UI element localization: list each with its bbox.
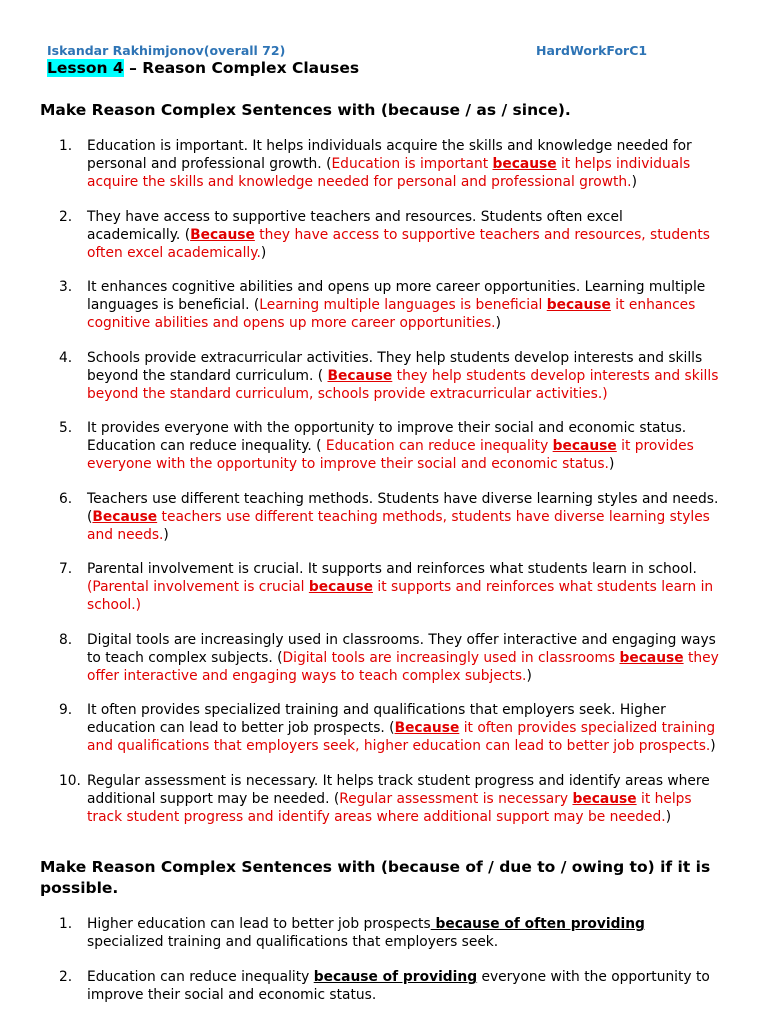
answer-post: specialized training and qualifications that employers seek. [87, 934, 499, 950]
list-item [59, 701, 719, 755]
item-number: 1. [59, 916, 73, 932]
answer-keyword: because [492, 156, 557, 172]
section-2-title: Make Reason Complex Sentences with (because of / due to / owing to) if it is possible. [40, 858, 711, 897]
answer-pre: Education is important [331, 156, 493, 172]
list-item [59, 968, 719, 1004]
close-paren: ) [665, 809, 672, 825]
item-text [87, 137, 719, 191]
item-number: 1. [59, 138, 73, 154]
list-item [59, 137, 719, 191]
answer-keyword: because [546, 297, 611, 313]
answer-keyword: Because [92, 509, 158, 525]
prompt-text: It often provides specialized training and qualifications that employers seek. Higher education can lead to better job prospects. [87, 702, 666, 736]
prompt-text: Digital tools are increasingly used in classrooms. They offer interactive and engaging ways to teach complex subjects. [87, 632, 716, 666]
close-paren: ) [710, 738, 716, 754]
answer-post: teachers use different teaching methods, students have diverse learning styles and needs. [87, 509, 710, 543]
list-item [59, 349, 719, 403]
close-paren: ) [631, 174, 637, 190]
prompt-text: They have access to supportive teachers and resources. Students often excel academically. [87, 209, 623, 243]
answer-pre: (Parental involvement is crucial [87, 579, 309, 595]
item-text [87, 631, 719, 685]
list-item [59, 631, 719, 685]
lesson-title: – Reason Complex Clauses [123, 59, 360, 77]
item-number: 8. [59, 632, 73, 648]
item-text [87, 490, 719, 544]
answer-post: it helps individuals acquire the skills and knowledge needed for personal and professional growth. [87, 156, 691, 190]
open-paren: ( [317, 368, 328, 384]
prompt-text: Regular assessment is necessary. It helps track student progress and identify areas where additional support may be needed. [87, 773, 710, 807]
answer-post: it supports and reinforces what students learn in school.) [87, 579, 714, 613]
item-number: 9. [59, 702, 73, 718]
answer-keyword: because [619, 650, 684, 666]
answer-keyword: because of providing [313, 969, 478, 985]
lesson-label: Lesson 4 [47, 59, 124, 77]
item-text [87, 419, 719, 473]
item-text [87, 208, 719, 262]
answer-post: it helps track student progress and identify areas where additional support may be needed. [87, 791, 692, 825]
answer-keyword: because [552, 438, 617, 454]
item-text [87, 772, 719, 826]
open-paren: ( [253, 297, 260, 313]
close-paren: ) [608, 456, 615, 472]
close-paren: ) [526, 668, 532, 684]
author-name: Iskandar Rakhimjonov(overall 72) [47, 43, 286, 58]
list-item [59, 419, 719, 473]
open-paren: ( [389, 720, 395, 736]
item-number: 2. [59, 969, 73, 985]
answer-keyword: Because [190, 227, 255, 243]
item-text [87, 560, 719, 614]
item-text [87, 701, 719, 755]
prompt-text: It enhances cognitive abilities and opens up more career opportunities. Learning multiple languages is beneficial. [87, 279, 706, 313]
item-text [87, 968, 719, 1004]
open-paren: ( [277, 650, 283, 666]
answer-post: it provides everyone with the opportunity to improve their social and economic status. [87, 438, 694, 472]
answer-keyword: because [308, 579, 373, 595]
answer-post: it enhances cognitive abilities and opens up more career opportunities. [87, 297, 696, 331]
close-paren: ) [260, 245, 267, 261]
answer-keyword: Because [327, 368, 393, 384]
item-text [87, 278, 719, 332]
section-1-title: Make Reason Complex Sentences with (because / as / since). [40, 101, 571, 119]
item-text [87, 915, 719, 951]
open-paren: ( [184, 227, 191, 243]
item-number: 4. [59, 350, 73, 366]
list-item [59, 208, 719, 262]
list-item [59, 278, 719, 332]
answer-post: they help students develop interests and skills beyond the standard curriculum, schools provide extracurricular activities.) [87, 368, 719, 402]
answer-pre: Regular assessment is necessary [339, 791, 573, 807]
open-paren: ( [326, 156, 332, 172]
answer-pre: Learning multiple languages is beneficial [259, 297, 547, 313]
answer-pre: Education can reduce inequality [87, 969, 314, 985]
answer-post: everyone with the opportunity to improve their social and economic status. [87, 969, 710, 1003]
answer-keyword: because [572, 791, 637, 807]
close-paren: ) [495, 315, 501, 331]
answer-pre: Education can reduce inequality [325, 438, 553, 454]
answer-post: they offer interactive and engaging ways to teach complex subjects. [87, 650, 719, 684]
close-paren: ) [163, 527, 169, 543]
answer-post: they have access to supportive teachers and resources, students often excel academically. [87, 227, 710, 261]
prompt-text: Schools provide extracurricular activities. They help students develop interests and skills beyond the standard curriculum. [87, 350, 703, 384]
item-number: 6. [59, 491, 73, 507]
open-paren: ( [316, 438, 326, 454]
answer-pre: Digital tools are increasingly used in classrooms [282, 650, 620, 666]
item-number: 5. [59, 420, 73, 436]
open-paren: ( [333, 791, 340, 807]
answer-keyword: because of often providing [430, 916, 645, 932]
prompt-text: Education is important. It helps individuals acquire the skills and knowledge needed for personal and professional growth. [87, 138, 692, 172]
answer-post: it often provides specialized training and qualifications that employers seek, higher education can lead to better job prospects. [87, 720, 716, 754]
item-number: 10. [59, 773, 81, 789]
list-item [59, 915, 719, 951]
prompt-text: Teachers use different teaching methods. Students have diverse learning styles and needs. [87, 491, 719, 507]
item-text [87, 349, 719, 403]
item-number: 3. [59, 279, 73, 295]
item-number: 2. [59, 209, 73, 225]
answer-pre: Higher education can lead to better job prospects [87, 916, 431, 932]
open-paren: ( [87, 509, 93, 525]
prompt-text: Parental involvement is crucial. It supports and reinforces what students learn in school. [87, 561, 697, 577]
list-item [59, 772, 719, 826]
lesson-heading [47, 59, 359, 77]
prompt-text: It provides everyone with the opportunity to improve their social and economic status. Education can reduce inequality. [87, 420, 687, 454]
brand-name: HardWorkForC1 [536, 43, 648, 58]
item-number: 7. [59, 561, 73, 577]
answer-keyword: Because [394, 720, 460, 736]
list-item [59, 560, 719, 614]
list-item [59, 490, 719, 544]
